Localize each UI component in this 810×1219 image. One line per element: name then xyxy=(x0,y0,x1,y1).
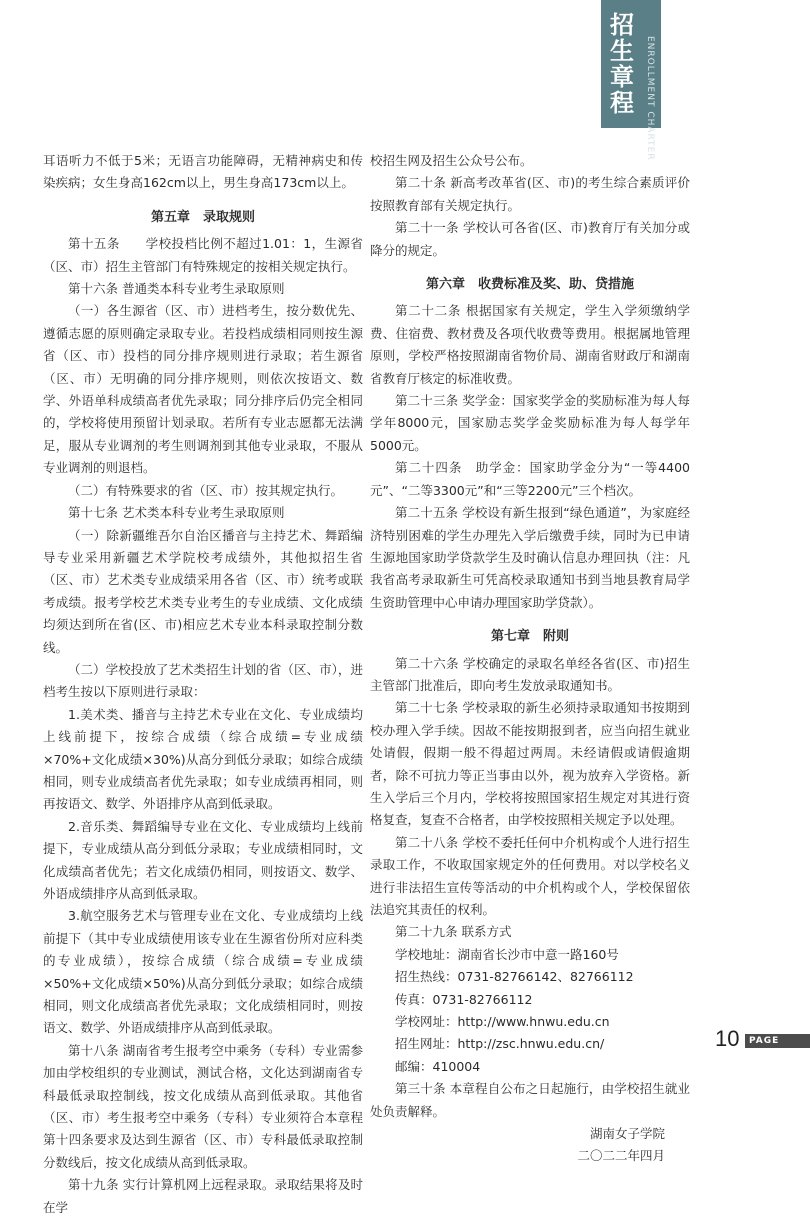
signature-school: 湖南女子学院 xyxy=(589,1126,665,1142)
right-column xyxy=(370,150,690,1168)
chapter-title: 招生章程 xyxy=(610,11,634,117)
chapter-heading: 第六章 收费标准及奖、助、贷措施 xyxy=(425,277,634,293)
chapter-heading: 第七章 附则 xyxy=(490,629,569,645)
paragraph: 3.航空服务艺术与管理专业在文化、专业成绩均上线前提下（其中专业成绩使用该专业在生源省份所对应科类的专业成绩），按综合成绩（综合成绩=专业成绩×50%+文化成绩×50%)从高分到低分录取；如综合成绩相同，则文化成绩高者优先录取；文化成绩相同时，则按语文、数学、外语成绩排序从高到低录取。 xyxy=(43,908,363,1036)
contact-fax: 传真：0731-82766112 xyxy=(395,991,533,1007)
paragraph: 第二十三条 奖学金：国家奖学金的奖励标准为每人每学年8000元，国家励志奖学金奖励标准为每人每学年5000元。 xyxy=(370,393,690,453)
paragraph: 1.美术类、播音与主持艺术专业在文化、专业成绩均上线前提下，按综合成绩（综合成绩=专业成绩×70%+文化成绩×30%)从高分到低分录取；如综合成绩相同，则专业成绩高者优先录取；如专业成绩再相同，则再按语文、数学、外语排序从高到低录取。 xyxy=(43,706,363,812)
chapter-tab xyxy=(601,0,661,161)
paragraph: 耳语听力不低于5米；无语言功能障碍，无精神病史和传染疾病；女生身高162cm以上，男生身高173cm以上。 xyxy=(43,153,363,191)
contact-admission-website[interactable]: 招生网址：http://zsc.hnwu.edu.cn/ xyxy=(395,1036,605,1052)
paragraph: 第十八条 湖南省考生报考空中乘务（专科）专业需参加由学校组织的专业测试，测试合格，文化达到湖南省专科最低录取控制线，按文化成绩从高到低录取。其他省（区、市）考生报考空中乘务（专科）专业须符合本章程第十四条要求及达到生源省（区、市）专科最低录取控制分数线后，按文化成绩从高到低录取。 xyxy=(43,1042,363,1170)
paragraph: 第十五条 学校投档比例不超过1.01：1，生源省（区、市）招生主管部门有特殊规定的按相关规定执行。 xyxy=(43,236,363,274)
paragraph: 第二十九条 联系方式 xyxy=(395,924,512,940)
page-label: PAGE xyxy=(749,1036,780,1046)
chapter-heading: 第五章 录取规则 xyxy=(150,209,255,225)
paragraph: （一）各生源省（区、市）进档考生，按分数优先、遵循志愿的原则确定录取专业。若投档成绩相同则按生源省（区、市）投档的同分排序规则进行录取；若生源省（区、市）无明确的同分排序规则，则依次按语文、数学、外语单科成绩高者优先录取；同分排序后仍完全相同的，学校将使用预留计划录取。若所有专业志愿都无法满足，服从专业调剂的考生则调剂到其他专业录取，不服从专业调剂的则退档。 xyxy=(43,303,363,476)
paragraph: 第三十条 本章程自公布之日起施行，由学校招生就业处负责解释。 xyxy=(370,1081,690,1119)
paragraph: 第十六条 普通类本科专业考生录取原则 xyxy=(68,281,285,297)
paragraph: 第十七条 艺术类本科专业考生录取原则 xyxy=(68,505,285,521)
paragraph: 2.音乐类、舞蹈编导专业在文化、专业成绩均上线前提下，专业成绩从高分到低分录取；专业成绩相同时，文化成绩高者优先；若文化成绩仍相同，则按语文、数学、外语成绩排序从高到低录取。 xyxy=(43,818,363,901)
contact-website[interactable]: 学校网址：http://www.hnwu.edu.cn xyxy=(395,1014,610,1030)
page-number: 10 xyxy=(715,1026,740,1051)
paragraph: （二）有特殊要求的省（区、市）按其规定执行。 xyxy=(68,482,344,498)
contact-address: 学校地址：湖南省长沙市中意一路160号 xyxy=(395,946,619,962)
paragraph: 第十九条 实行计算机网上远程录取。录取结果将及时在学 xyxy=(43,1177,363,1215)
paragraph: 第二十七条 学校录取的新生必须持录取通知书按期到校办理入学手续。因故不能按期报到者，应当向招生就业处请假，假期一般不得超过两周。未经请假或请假逾期者，除不可抗力等正当事由以外，视为放弃入学资格。新生入学后三个月内，学校将按照国家招生规定对其进行资格复查，复查不合格者，由学校按照相关规定予以处理。 xyxy=(370,700,690,828)
chapter-subtitle: ENROLLMENT CHARTER xyxy=(645,36,655,161)
paragraph: 第二十八条 学校不委托任何中介机构或个人进行招生录取工作，不收取国家规定外的任何费用。对以学校名义进行非法招生宣传等活动的中介机构或个人，学校保留依法追究其责任的权利。 xyxy=(370,834,690,917)
paragraph: 第二十二条 根据国家有关规定，学生入学须缴纳学费、住宿费、教材费及各项代收费等费用。根据属地管理原则，学校严格按照湖南省物价局、湖南省财政厅和湖南省教育厅核定的标准收费。 xyxy=(370,303,690,386)
paragraph: 第二十六条 学校确定的录取名单经各省(区、市)招生主管部门批准后，即向考生发放录取通知书。 xyxy=(370,655,690,693)
signature-date: 二〇二二年四月 xyxy=(577,1148,665,1164)
contact-hotline: 招生热线：0731-82766142、82766112 xyxy=(395,969,634,985)
paragraph: 第二十四条 助学金：国家助学金分为“一等4400元”、“二等3300元”和“三等2200元”三个档次。 xyxy=(370,460,690,498)
left-column xyxy=(43,150,363,1219)
paragraph: 第二十五条 学校设有新生报到“绿色通道”，为家庭经济特别困难的学生办理先入学后缴费手续，同时为已申请生源地国家助学贷款学生及时确认信息办理回执（注：凡我省高考录取新生可凭高校录取通知书到当地县教育局学生资助管理中心申请办理国家助学贷款）。 xyxy=(370,505,690,610)
page-number-block xyxy=(715,1026,810,1054)
paragraph: 校招生网及招生公众号公布。 xyxy=(370,153,533,168)
paragraph: 第二十一条 学校认可各省(区、市)教育厅有关加分或降分的规定。 xyxy=(370,220,690,258)
contact-postcode: 邮编：410004 xyxy=(395,1058,481,1074)
paragraph: （二）学校投放了艺术类招生计划的省（区、市），进档考生按以下原则进行录取： xyxy=(43,661,363,700)
paragraph: 第二十条 新高考改革省(区、市)的考生综合素质评价按照教育部有关规定执行。 xyxy=(370,175,690,213)
paragraph: （一）除新疆维吾尔自治区播音与主持艺术、舞蹈编导专业采用新疆艺术学院校考成绩外，其他拟招生省（区、市）艺术类专业成绩采用各省（区、市）统考或联考成绩。报考学校艺术类专业考生的专业成绩、文化成绩均须达到所在省(区、市)相应艺术专业本科录取控制分数线。 xyxy=(43,527,363,655)
